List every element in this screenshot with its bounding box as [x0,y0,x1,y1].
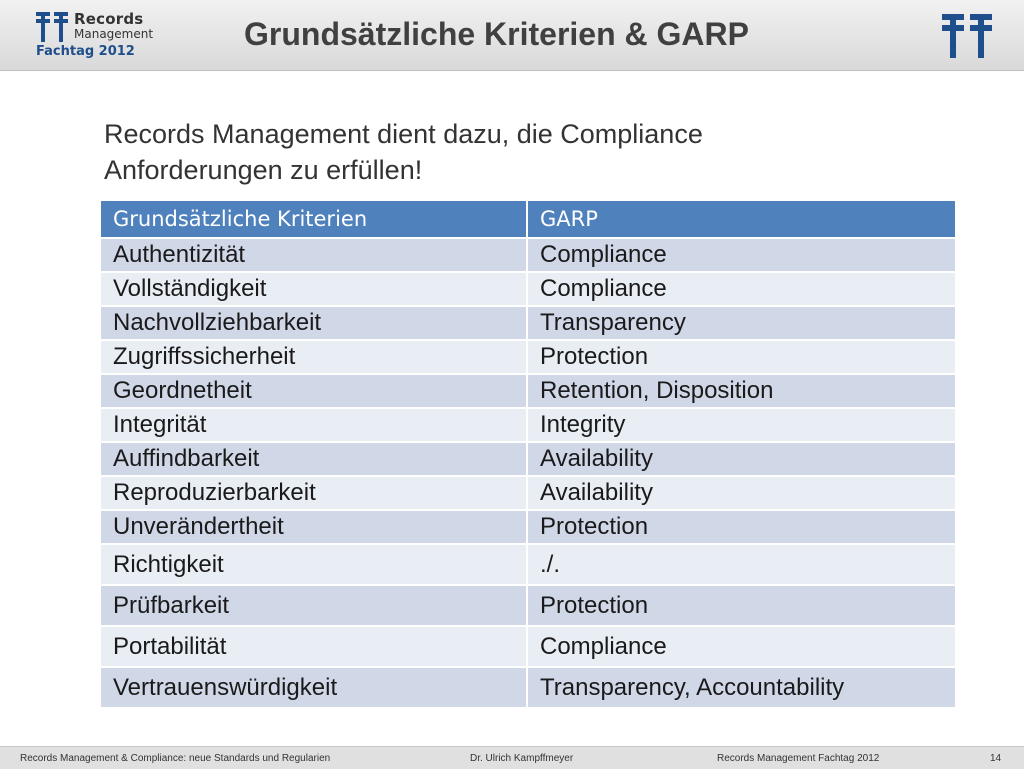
table-row [101,307,955,339]
garp-cell: Protection [528,341,955,373]
footer-presentation-title: Records Management & Compliance: neue Standards und Regularien [20,753,331,764]
kriterium-cell: Auffindbarkeit [101,443,528,475]
kriterium-cell: Prüfbarkeit [101,586,528,625]
garp-cell: Protection [528,586,955,625]
table-row [101,545,955,584]
kriterium-cell: Zugriffssicherheit [101,341,528,373]
garp-cell: Integrity [528,409,955,441]
page-title: Grundsätzliche Kriterien & GARP [244,16,749,52]
kriterium-cell: Nachvollziehbarkeit [101,307,528,339]
table-row [101,443,955,475]
logo-records-text: Records [74,10,144,28]
table-row [101,668,955,707]
table-header-row [101,201,955,237]
intro-statement [104,116,804,188]
garp-cell: Compliance [528,239,955,271]
logo-fachtag-text: Fachtag 2012 [36,44,135,59]
garp-cell: Transparency, Accountability [528,668,955,707]
table-row [101,341,955,373]
intro-line-2: Anforderungen zu erfüllen! [104,155,423,185]
table-row [101,477,955,509]
logo-management-text: Management [74,27,154,41]
criteria-garp-table [101,199,955,709]
kriterium-cell: Vollständigkeit [101,273,528,305]
slide-footer [0,746,1024,769]
footer-author: Dr. Ulrich Kampffmeyer [470,753,574,764]
kriterium-cell: Portabilität [101,627,528,666]
table-row [101,239,955,271]
kriterium-cell: Vertrauenswürdigkeit [101,668,528,707]
intro-line-1: Records Management dient dazu, die Compliance [104,119,703,149]
footer-event: Records Management Fachtag 2012 [717,753,880,764]
garp-cell: Compliance [528,627,955,666]
garp-cell: Transparency [528,307,955,339]
table-row [101,273,955,305]
page-number: 14 [990,753,1002,764]
kriterium-cell: Unverändertheit [101,511,528,543]
table-row [101,586,955,625]
kriterium-cell: Richtigkeit [101,545,528,584]
garp-cell: Availability [528,443,955,475]
garp-cell: Retention, Disposition [528,375,955,407]
garp-cell: Compliance [528,273,955,305]
kriterium-cell: Geordnetheit [101,375,528,407]
garp-cell: Protection [528,511,955,543]
table-row [101,627,955,666]
garp-cell: Availability [528,477,955,509]
table-row [101,511,955,543]
table-row [101,409,955,441]
column-header-garp: GARP [528,201,955,237]
garp-cell: ./. [528,545,955,584]
table-row [101,375,955,407]
logo-mark-icon [36,12,70,42]
kriterium-cell: Authentizität [101,239,528,271]
column-header-kriterien: Grundsätzliche Kriterien [101,201,528,237]
slide-header [0,0,1024,71]
kriterium-cell: Reproduzierbarkeit [101,477,528,509]
kriterium-cell: Integrität [101,409,528,441]
brand-logo-icon [942,14,994,58]
